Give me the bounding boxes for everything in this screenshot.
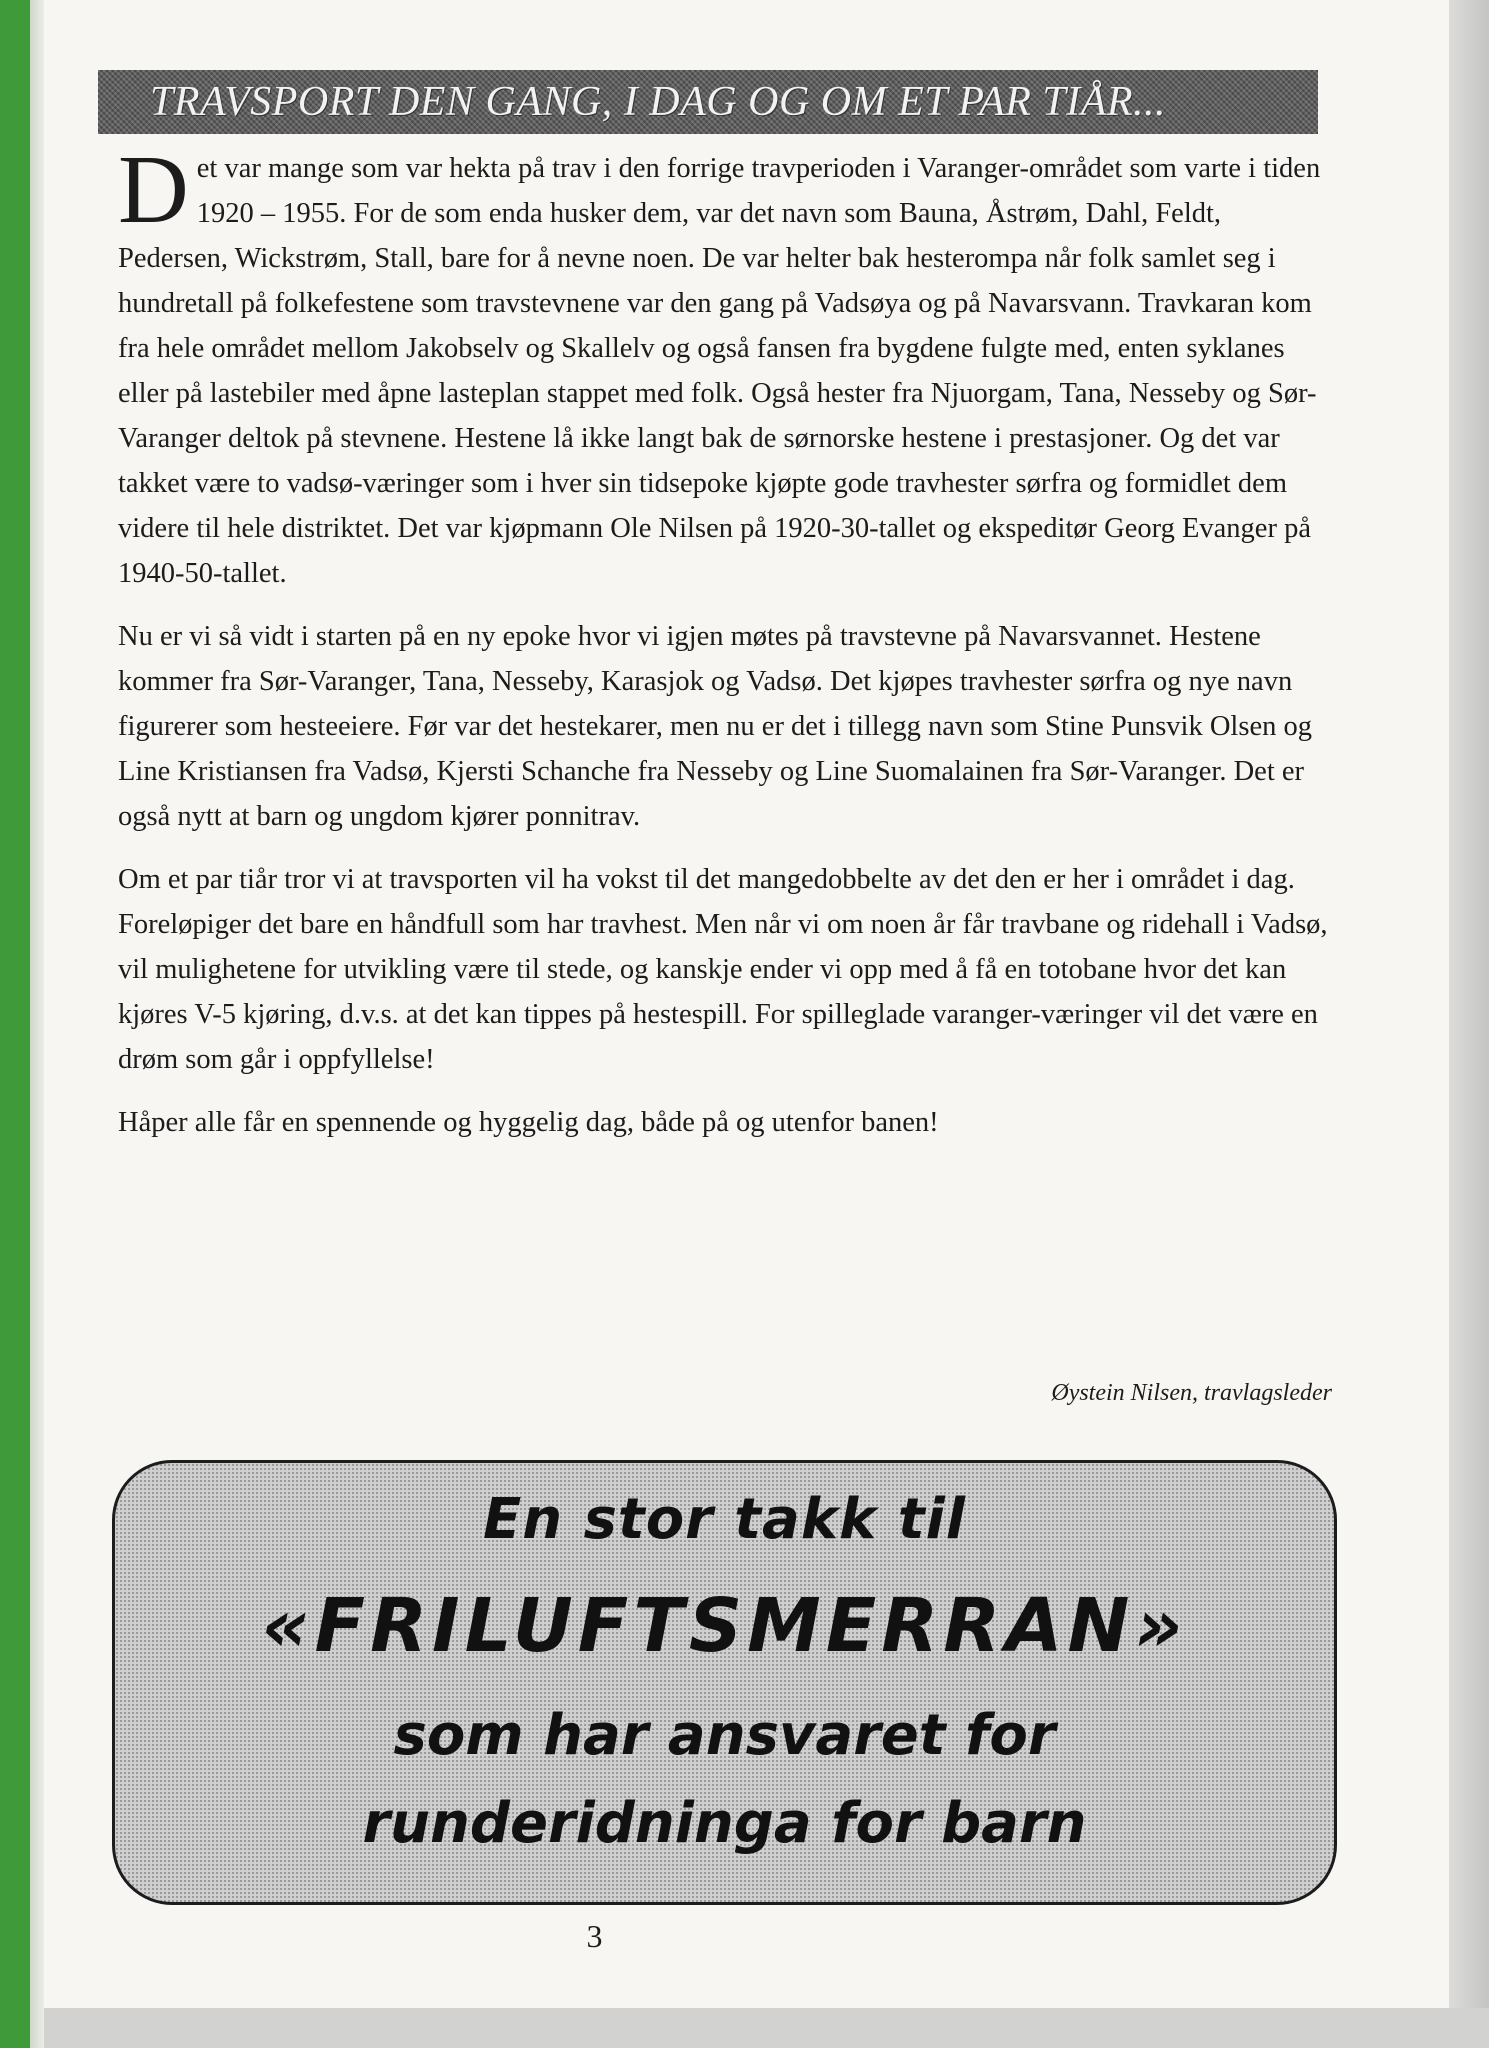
page-number: 3 (586, 1918, 603, 1954)
header-band (98, 70, 1318, 134)
page-edge-shadow (1449, 0, 1489, 2048)
article-paragraph-1 (118, 136, 1328, 596)
thanks-line-3: som har ansvaret for (393, 1703, 1056, 1768)
thanks-line-2: «FRILUFTSMERRAN» (261, 1583, 1188, 1669)
paragraph-1-text: et var mange som var hekta på trav i den forrige travperioden i Varanger-området som varte i tiden 1920 – 1955. For de som enda husker dem, var det navn som Bauna, Åstrøm, Dahl, Feldt, Pedersen, Wickstrøm, Stall, bare for å nevne noen. De var helter bak hesterompa når folk samlet seg i hundretall på folkefestene som travstevnene var den gang på Vadsøya og på Navarsvann. Travkaran kom fra hele området mellom Jakobselv og Skallelv og også fansen fra bygdene fulgte med, enten syklanes eller på lastebiler med åpne lasteplan stappet med folk. Også hester fra Njuorgam, Tana, Nesseby og Sør-Varanger deltok på stevnene. Hestene lå ikke langt bak de sørnorske hestene i prestasjoner. Og det var takket være to vadsø-væringer som i hver sin tidsepoke kjøpte gode travhester sørfra og formidlet dem videre til hele distriktet. Det var kjøpmann Ole Nilsen på 1920-30-tallet og ekspeditør Georg Evanger på 1940-50-tallet. (118, 153, 1321, 589)
thanks-line-4: runderidninga for barn (362, 1791, 1087, 1856)
page-gutter (30, 0, 44, 2048)
article-paragraph-3: Om et par tiår tror vi at travsporten vil ha vokst til det mangedobbelte av det den er her i området i dag. Foreløpiger det bare en håndfull som har travhest. Men når vi om noen år får travbane og ridehall i Vadsø, vil mulighetene for utvikling være til stede, og kanskje ender vi opp med å få en totobane hvor det kan kjøres V-5 kjøring, d.v.s. at det kan tippes på hestespill. For spilleglade varanger-væringer vil det være en drøm som går i oppfyllelse! (118, 864, 1328, 1075)
green-spine (0, 0, 30, 2048)
thanks-box (112, 1460, 1337, 1905)
article-body (118, 136, 1328, 1163)
author-signature: Øystein Nilsen, travlagsleder (1051, 1380, 1332, 1406)
scan-bottom-margin (44, 2008, 1489, 2048)
drop-cap: D (118, 136, 189, 244)
thanks-line-1: En stor takk til (482, 1487, 966, 1552)
article-paragraph-2: Nu er vi så vidt i starten på en ny epoke hvor vi igjen møtes på travstevne på Navarsvannet. Hestene kommer fra Sør-Varanger, Tana, Nesseby, Karasjok og Vadsø. Det kjøpes travhester sørfra og nye navn figurerer som hesteeiere. Før var det hestekarer, men nu er det i tillegg navn som Stine Punsvik Olsen og Line Kristiansen fra Vadsø, Kjersti Schanche fra Nesseby og Line Suomalainen fra Sør-Varanger. Det er også nytt at barn og ungdom kjører ponnitrav. (118, 621, 1312, 832)
article-paragraph-4: Håper alle får en spennende og hyggelig dag, både på og utenfor banen! (118, 1107, 939, 1138)
page-title: TRAVSPORT DEN GANG, I DAG OG OM ET PAR TIÅR... (150, 79, 1167, 125)
